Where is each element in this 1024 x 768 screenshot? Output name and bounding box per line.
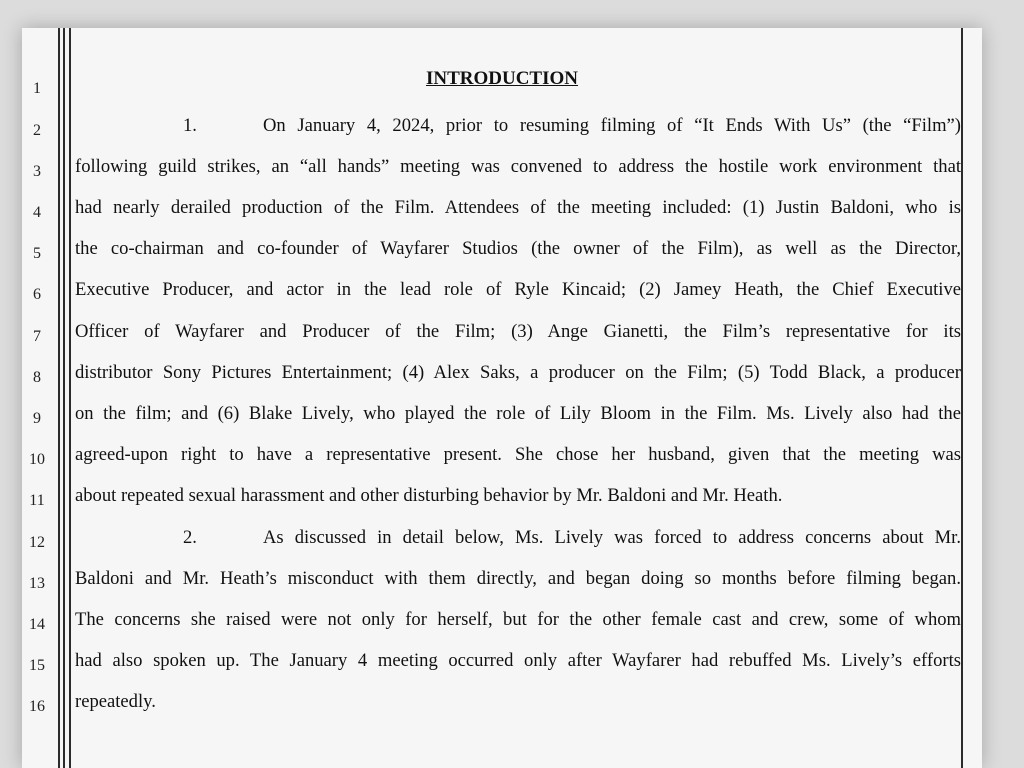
text-line: about repeated sexual harassment and other disturbing behavior by Mr. Baldoni and Mr. Heath. bbox=[75, 485, 783, 506]
text-line: Officer of Wayfarer and Producer of the Film; (3) Ange Gianetti, the Film’s representative for its bbox=[75, 321, 961, 342]
text-line: repeatedly. bbox=[75, 691, 156, 712]
section-heading-container bbox=[22, 68, 982, 90]
paragraph-number: 1. bbox=[183, 115, 197, 136]
right-margin-rule bbox=[961, 28, 963, 768]
line-number: 4 bbox=[33, 204, 41, 221]
line-number: 14 bbox=[29, 616, 45, 633]
text-line: The concerns she raised were not only for herself, but for the other female cast and crew, some of whom bbox=[75, 609, 961, 630]
left-margin-rule-3 bbox=[69, 28, 71, 768]
line-number: 10 bbox=[29, 451, 45, 468]
document-page bbox=[22, 28, 982, 768]
text-line: Baldoni and Mr. Heath’s misconduct with them directly, and began doing so months before filming began. bbox=[75, 568, 961, 589]
text-line: On January 4, 2024, prior to resuming filming of “It Ends With Us” (the “Film”) bbox=[263, 115, 961, 136]
text-line: agreed-upon right to have a representative present. She chose her husband, given that the meeting was bbox=[75, 444, 961, 465]
text-line: As discussed in detail below, Ms. Lively was forced to address concerns about Mr. bbox=[263, 527, 961, 548]
line-number: 7 bbox=[33, 328, 41, 345]
line-number: 1 bbox=[33, 80, 41, 97]
line-number: 9 bbox=[33, 410, 41, 427]
line-number: 12 bbox=[29, 534, 45, 551]
text-line: distributor Sony Pictures Entertainment; (4) Alex Saks, a producer on the Film; (5) Todd Black, a producer bbox=[75, 362, 961, 383]
text-line: Executive Producer, and actor in the lead role of Ryle Kincaid; (2) Jamey Heath, the Chief Executive bbox=[75, 279, 961, 300]
line-number: 2 bbox=[33, 122, 41, 139]
text-line: on the film; and (6) Blake Lively, who played the role of Lily Bloom in the Film. Ms. Lively also had the bbox=[75, 403, 961, 424]
text-line: following guild strikes, an “all hands” meeting was convened to address the hostile work environment that bbox=[75, 156, 961, 177]
line-number: 6 bbox=[33, 286, 41, 303]
line-number: 5 bbox=[33, 245, 41, 262]
left-margin-rule-2 bbox=[63, 28, 65, 768]
line-number: 8 bbox=[33, 369, 41, 386]
left-margin-rule-1 bbox=[58, 28, 60, 768]
line-number: 3 bbox=[33, 163, 41, 180]
line-number: 13 bbox=[29, 575, 45, 592]
line-number: 15 bbox=[29, 657, 45, 674]
line-number: 11 bbox=[29, 492, 45, 509]
text-line: the co-chairman and co-founder of Wayfarer Studios (the owner of the Film), as well as the Director, bbox=[75, 238, 961, 259]
section-heading: INTRODUCTION bbox=[425, 68, 579, 89]
text-line: had also spoken up. The January 4 meeting occurred only after Wayfarer had rebuffed Ms. Lively’s efforts bbox=[75, 650, 961, 671]
line-number: 16 bbox=[29, 698, 45, 715]
text-line: had nearly derailed production of the Film. Attendees of the meeting included: (1) Justin Baldoni, who is bbox=[75, 197, 961, 218]
paragraph-number: 2. bbox=[183, 527, 197, 548]
